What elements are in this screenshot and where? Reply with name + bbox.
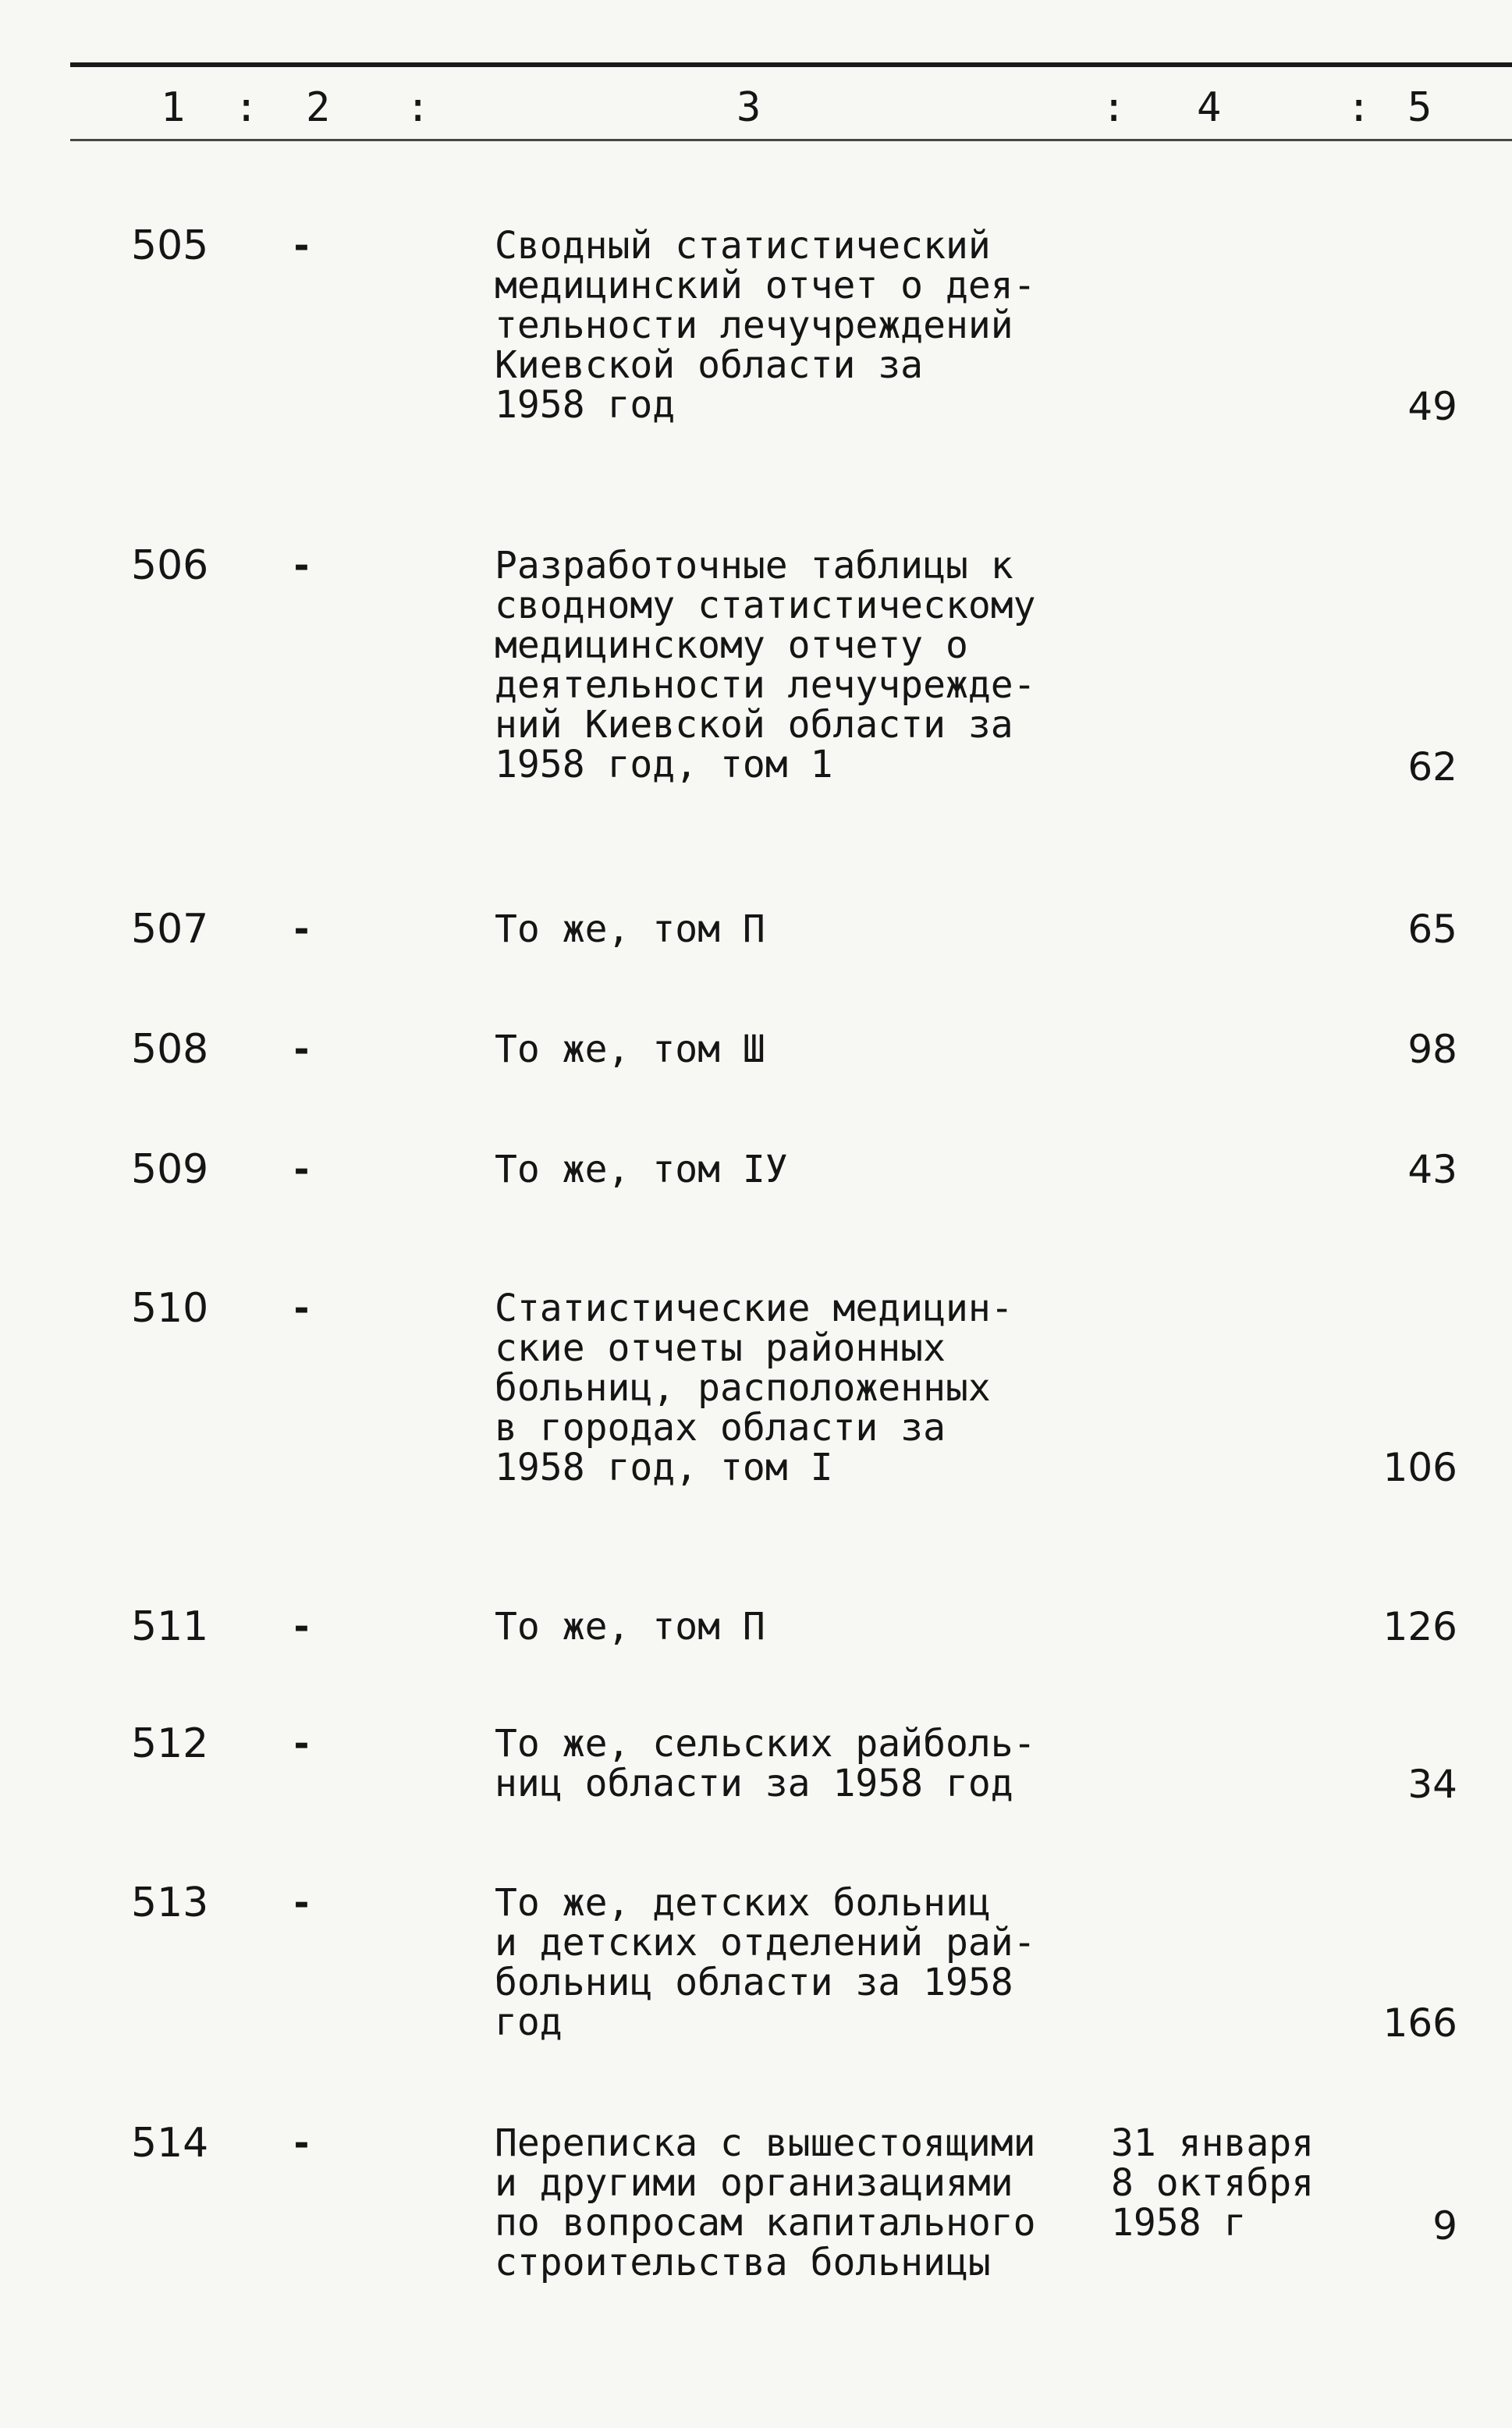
- item-number: 514: [131, 2120, 209, 2167]
- item-title: То же, том IУ: [495, 1148, 788, 1191]
- column-separator: :: [1102, 84, 1127, 131]
- column-2-dash: -: [290, 1881, 313, 1925]
- item-number: 505: [131, 222, 209, 269]
- column-header-3: 3: [736, 84, 761, 131]
- item-dates: 31 января 8 октября 1958 г: [1111, 2121, 1315, 2245]
- item-title: Статистические медицин- ские отчеты районных больниц, расположенных в городах области за 1958 год, том I: [495, 1287, 1013, 1489]
- item-number: 507: [131, 906, 209, 953]
- column-2-dash: -: [290, 1287, 313, 1330]
- item-title: Сводный статистический медицинский отчет о дея- тельности лечучреждений Киевской области за 1958 год: [495, 224, 1036, 427]
- item-title: То же, том П: [495, 1605, 765, 1649]
- sheet-count: 106: [1382, 1445, 1457, 1490]
- column-2-dash: -: [290, 1605, 313, 1649]
- item-title: Переписка с вышестоящими и другими организациями по вопросам капитального строительства больницы: [495, 2121, 1036, 2284]
- sheet-count: 49: [1407, 384, 1457, 429]
- column-separator: :: [406, 84, 431, 131]
- column-separator: :: [1347, 84, 1372, 131]
- item-number: 506: [131, 542, 209, 589]
- column-header-1: 1: [161, 84, 186, 131]
- column-header-4: 4: [1197, 84, 1222, 131]
- column-separator: :: [234, 84, 259, 131]
- sheet-count: 34: [1407, 1762, 1457, 1807]
- sheet-count: 126: [1382, 1604, 1457, 1649]
- sheet-count: 65: [1407, 907, 1457, 952]
- column-2-dash: -: [290, 907, 313, 951]
- column-header-5: 5: [1407, 84, 1432, 131]
- item-number: 508: [131, 1026, 209, 1073]
- column-2-dash: -: [290, 1028, 313, 1071]
- sheet-count: 98: [1407, 1027, 1457, 1072]
- item-title: То же, сельских райболь- ниц области за 1958 год: [495, 1722, 1036, 1805]
- item-number: 509: [131, 1146, 209, 1193]
- header-bottom-rule: [70, 139, 1512, 141]
- sheet-count: 9: [1432, 2203, 1457, 2249]
- item-number: 511: [131, 1603, 209, 1650]
- item-number: 512: [131, 1720, 209, 1767]
- column-2-dash: -: [290, 224, 313, 268]
- item-number: 510: [131, 1285, 209, 1332]
- column-2-dash: -: [290, 1722, 313, 1766]
- item-title: То же, том П: [495, 907, 765, 951]
- item-title: То же, детских больниц и детских отделений рай- больниц области за 1958 год: [495, 1881, 1036, 2044]
- column-2-dash: -: [290, 2121, 313, 2165]
- header-top-rule: [70, 62, 1512, 67]
- column-header-2: 2: [306, 84, 331, 131]
- item-title: Разработочные таблицы к сводному статистическому медицинскому отчету о деятельности лечучрежде- ний Киевской области за 1958 год, том 1: [495, 544, 1036, 786]
- sheet-count: 43: [1407, 1147, 1457, 1192]
- sheet-count: 166: [1382, 2000, 1457, 2046]
- item-number: 513: [131, 1880, 209, 1926]
- sheet-count: 62: [1407, 744, 1457, 790]
- column-2-dash: -: [290, 544, 313, 587]
- item-title: То же, том Ш: [495, 1028, 765, 1071]
- column-2-dash: -: [290, 1148, 313, 1191]
